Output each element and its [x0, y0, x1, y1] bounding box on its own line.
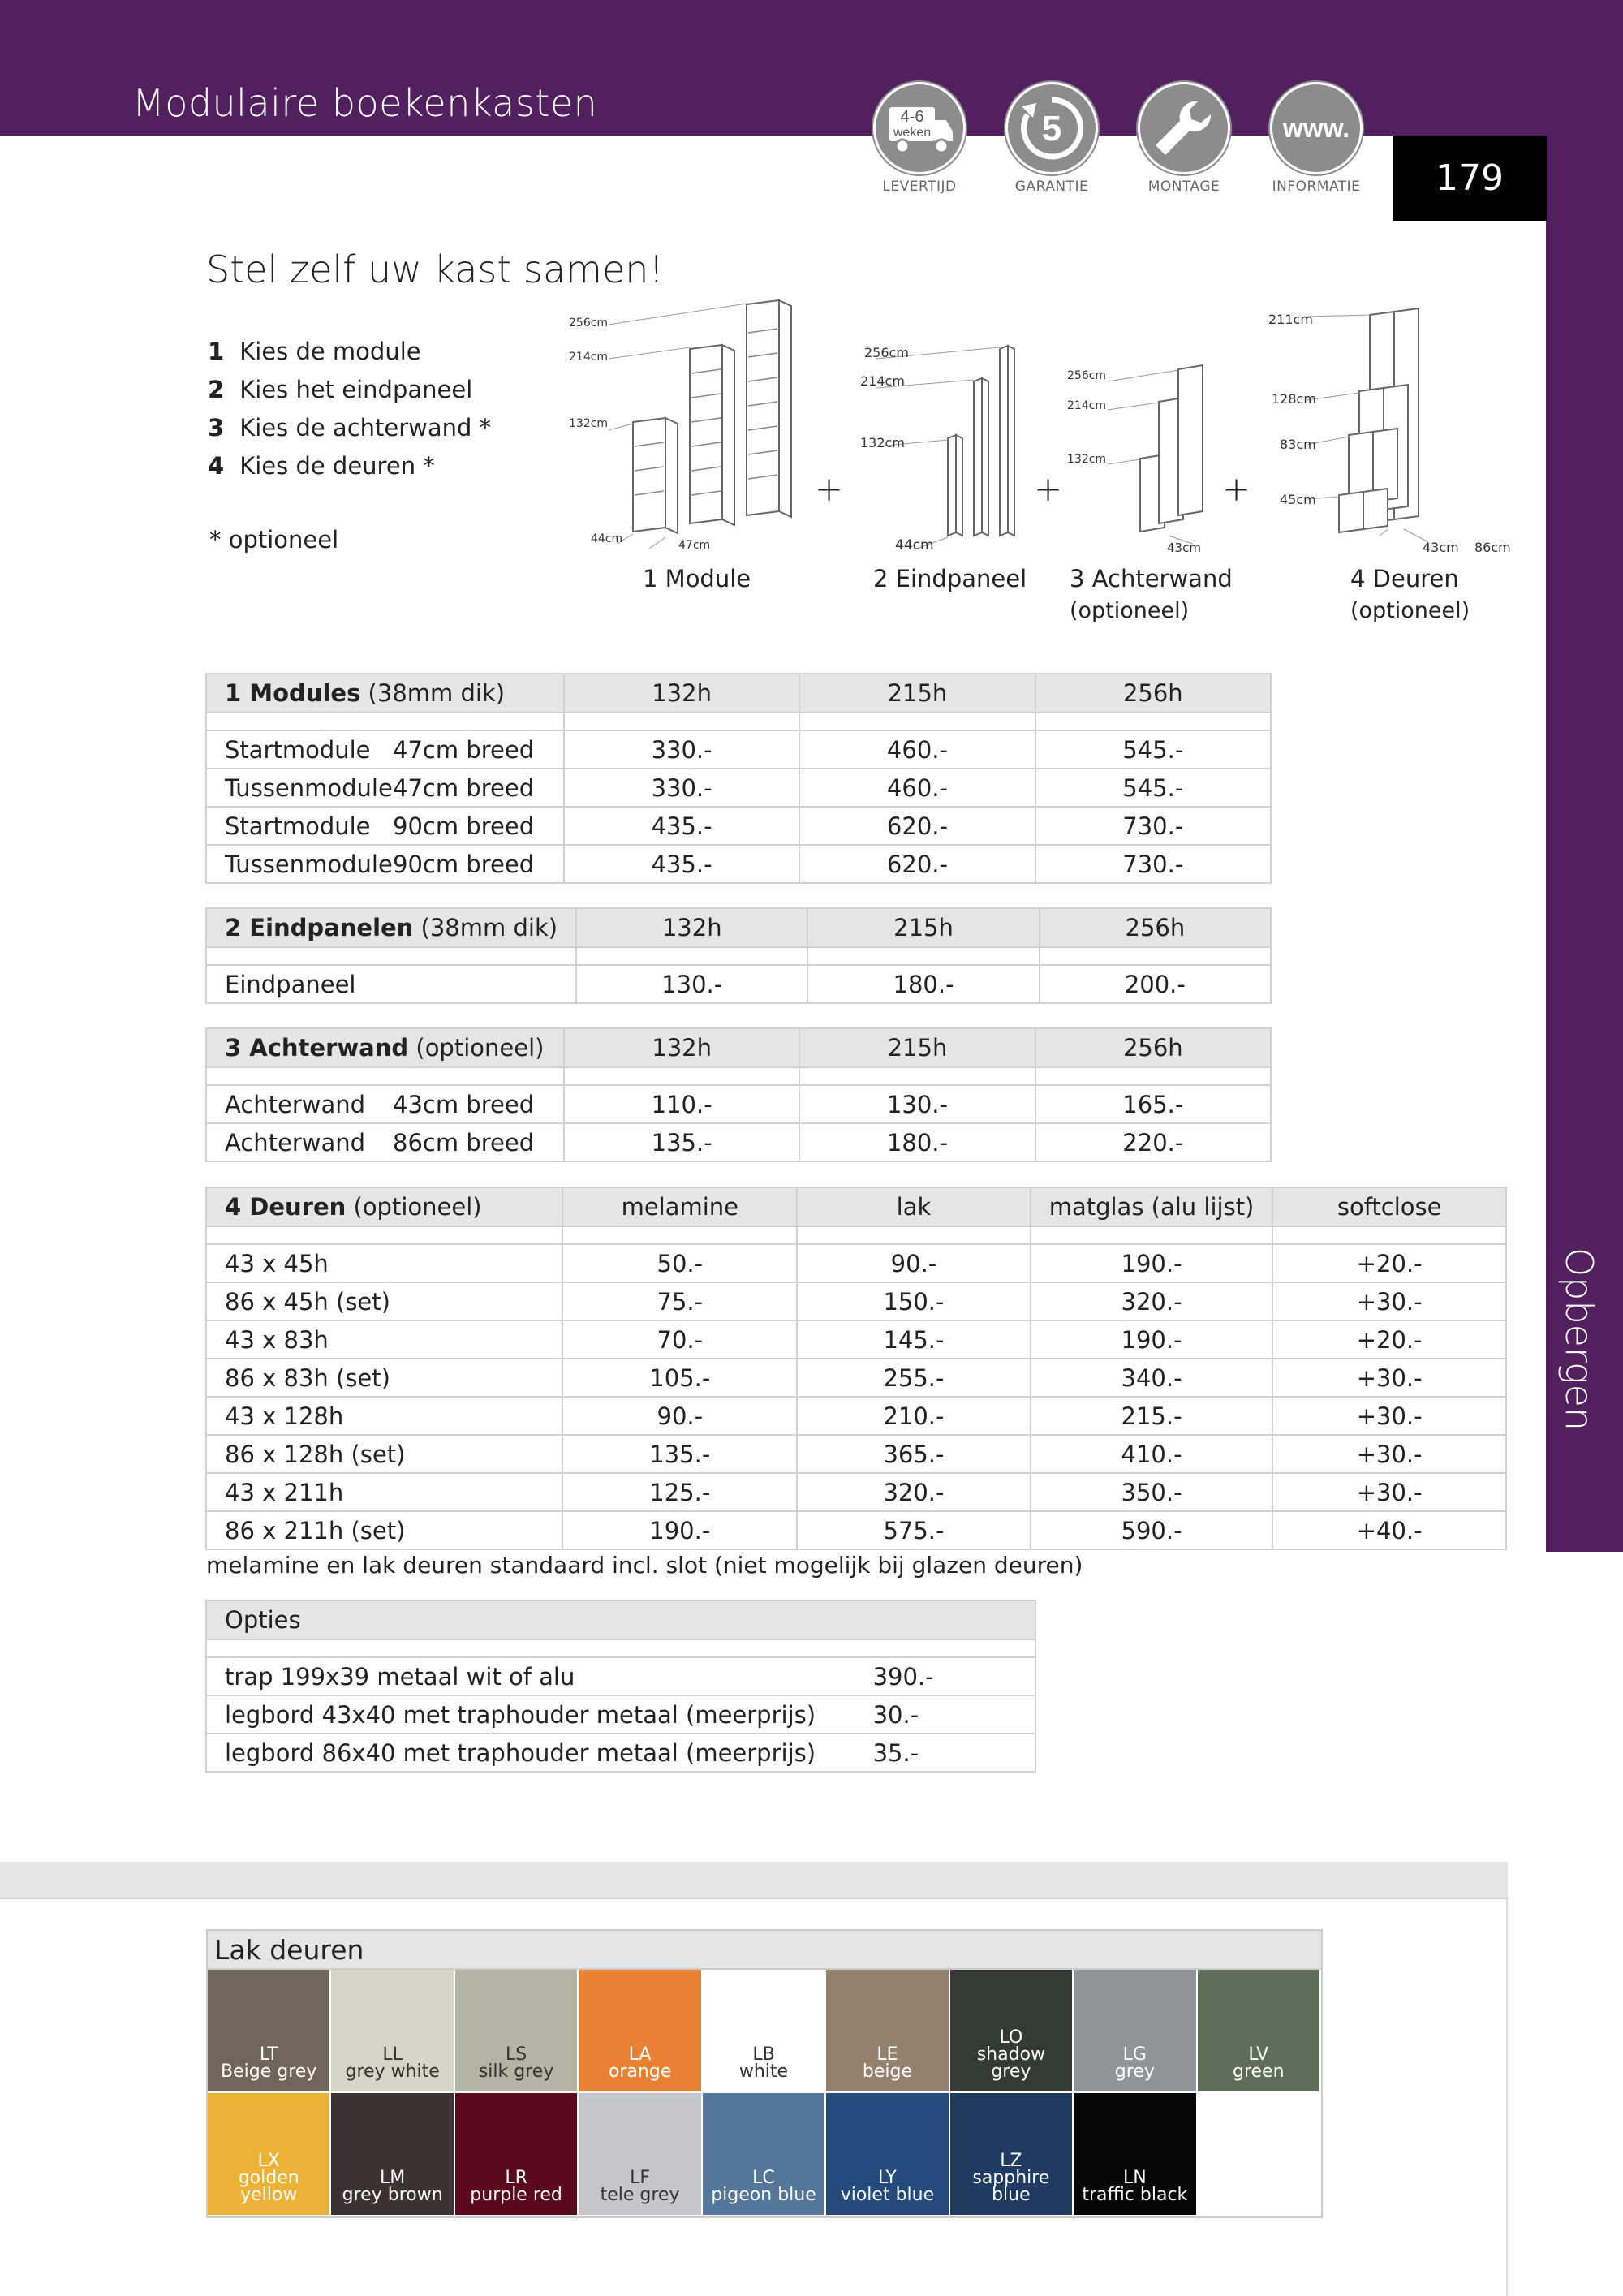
table-row	[206, 1359, 1506, 1397]
color-swatch-lo	[950, 1970, 1074, 2093]
dim-label: 44cm	[591, 532, 623, 545]
row-width: 90cm breed	[393, 850, 535, 878]
table-row	[206, 1695, 1035, 1734]
dim-label: 83cm	[1280, 437, 1316, 452]
configuration-diagram	[568, 292, 1493, 560]
warranty-5-icon	[1005, 82, 1098, 174]
diagram-label-text: 4 Deuren	[1350, 565, 1459, 592]
price-cell: 135.-	[562, 1435, 797, 1473]
swatch-code: LY	[878, 2168, 897, 2188]
row-width: 47cm breed	[393, 773, 535, 802]
color-swatch-lm	[331, 2093, 454, 2216]
page-section-title: Modulaire boekenkasten	[132, 81, 598, 125]
table-row	[206, 807, 1271, 845]
step-number: 2	[208, 376, 225, 403]
color-swatch-lc	[703, 2093, 826, 2216]
dim-label: 132cm	[1067, 453, 1107, 466]
price-cell: +30.-	[1272, 1282, 1506, 1320]
dim-label: 132cm	[860, 435, 905, 450]
column-header: melamine	[562, 1187, 797, 1226]
table-header-row	[206, 908, 1271, 947]
table-row	[206, 730, 1271, 769]
dim-label: 211cm	[1268, 312, 1313, 327]
price-cell: 545.-	[1035, 730, 1271, 769]
color-swatch-lz	[950, 2093, 1074, 2216]
table-title-rest: (optioneel)	[346, 1193, 482, 1221]
swatch-name: silk grey	[478, 2061, 554, 2082]
swatch-code: LS	[505, 2044, 527, 2065]
row-label: 86 x 45h (set)	[206, 1282, 562, 1320]
table-title-rest: (38mm dik)	[360, 679, 506, 707]
table-row	[206, 965, 1271, 1003]
swatch-name: shadow grey	[976, 2044, 1046, 2082]
table-title-bold: 2 Eindpanelen	[225, 914, 414, 941]
table-title	[206, 1028, 564, 1067]
row-label: trap 199x39 metaal wit of alu	[206, 1657, 855, 1695]
price-cell: 330.-	[564, 769, 799, 807]
diagram-label-text: 2 Eindpaneel	[873, 565, 1027, 592]
wrench-icon	[1138, 82, 1230, 174]
price-cell: 620.-	[799, 807, 1035, 845]
price-cell: 135.-	[564, 1123, 799, 1161]
price-cell: 590.-	[1031, 1511, 1273, 1549]
step-list	[208, 333, 491, 485]
swatch-code: LL	[382, 2044, 403, 2065]
row-label	[206, 1123, 564, 1161]
table-row	[206, 1123, 1271, 1161]
row-label: 43 x 211h	[206, 1473, 562, 1511]
dim-label: 256cm	[569, 317, 609, 330]
step-number: 1	[208, 338, 225, 365]
price-cell: 70.-	[562, 1320, 797, 1359]
swatch-code: LB	[752, 2044, 775, 2065]
step-item	[208, 333, 491, 371]
section-right-border	[1506, 1899, 1508, 2296]
step-number: 3	[208, 414, 225, 442]
diagram-label-achterwand	[1070, 562, 1233, 627]
price-cell: 190.-	[1031, 1320, 1273, 1359]
column-header: matglas (alu lijst)	[1031, 1187, 1273, 1226]
column-header: 215h	[799, 1028, 1035, 1067]
price-cell: 180.-	[807, 965, 1039, 1003]
price-cell: +30.-	[1272, 1473, 1506, 1511]
dim-label: 47cm	[678, 539, 711, 552]
price-cell: 220.-	[1035, 1123, 1271, 1161]
row-width: 90cm breed	[393, 812, 535, 840]
table-row	[206, 1435, 1506, 1473]
color-swatch-le	[826, 1970, 949, 2093]
color-swatch-ls	[455, 1970, 579, 2093]
price-cell: 130.-	[576, 965, 807, 1003]
diagram-label-sub: (optioneel)	[1070, 598, 1190, 623]
price-cell: 105.-	[562, 1359, 797, 1397]
row-label: legbord 43x40 met traphouder metaal (meerprijs)	[206, 1695, 855, 1734]
column-header: 132h	[564, 674, 799, 713]
row-label	[206, 769, 564, 807]
price-cell: 390.-	[855, 1657, 1035, 1695]
informatie-label: INFORMATIE	[1272, 179, 1361, 195]
diagram-label-deuren	[1350, 562, 1470, 627]
price-cell: 460.-	[799, 730, 1035, 769]
diagram-label-sub: (optioneel)	[1350, 598, 1470, 623]
price-cell: 200.-	[1040, 965, 1271, 1003]
swatch-name: Beige grey	[221, 2061, 317, 2082]
color-swatch-lr	[455, 2093, 579, 2216]
row-label	[206, 845, 564, 883]
price-cell: 410.-	[1031, 1435, 1273, 1473]
swatch-code: LN	[1122, 2168, 1147, 2188]
achterwand-price-table	[205, 1027, 1272, 1162]
price-cell: 150.-	[797, 1282, 1030, 1320]
table-row	[206, 769, 1271, 807]
table-row	[206, 1397, 1506, 1435]
price-cell: +30.-	[1272, 1359, 1506, 1397]
color-swatch-lf	[579, 2093, 702, 2216]
swatch-name: grey	[1114, 2061, 1155, 2082]
row-label	[206, 807, 564, 845]
dim-label: 128cm	[1272, 391, 1316, 407]
swatch-code: LO	[999, 2027, 1023, 2048]
table-row	[206, 1244, 1506, 1282]
swatch-name: purple red	[470, 2185, 562, 2205]
price-cell: +40.-	[1272, 1511, 1506, 1549]
swatch-name: white	[738, 2061, 789, 2082]
dim-label: 214cm	[569, 351, 609, 364]
price-cell: 110.-	[564, 1085, 799, 1123]
plus-sign: +	[1222, 469, 1251, 509]
row-name: Tussenmodule	[225, 850, 393, 878]
price-cell: 320.-	[797, 1473, 1030, 1511]
price-cell: 460.-	[799, 769, 1035, 807]
svg-text:weken: weken	[893, 126, 932, 140]
price-cell: 320.-	[1031, 1282, 1273, 1320]
deuren-drawing	[1339, 308, 1419, 532]
diagram-label-eindpaneel	[873, 562, 1027, 595]
swatch-name: sapphire blue	[972, 2168, 1050, 2205]
swatch-name: grey white	[345, 2061, 440, 2082]
opties-price-table	[205, 1600, 1036, 1773]
price-cell: +20.-	[1272, 1320, 1506, 1359]
module-drawing	[633, 300, 791, 533]
eindpaneel-drawing	[948, 346, 1014, 536]
swatch-name: beige	[862, 2061, 912, 2082]
price-cell: 30.-	[855, 1695, 1035, 1734]
deuren-note: melamine en lak deuren standaard incl. slot (niet mogelijk bij glazen deuren)	[206, 1552, 1083, 1579]
dim-label: 214cm	[860, 373, 905, 389]
price-cell: 190.-	[1031, 1244, 1273, 1282]
table-row	[206, 1511, 1506, 1549]
table-title-bold: 3 Achterwand	[225, 1034, 409, 1062]
table-title-bold: 1 Modules	[225, 679, 361, 707]
price-cell: 350.-	[1031, 1473, 1273, 1511]
column-header: 256h	[1040, 908, 1271, 947]
swatch-name: traffic black	[1082, 2185, 1188, 2205]
diagram-label-text: 1 Module	[643, 565, 751, 592]
table-row	[206, 1734, 1035, 1772]
price-cell: 90.-	[562, 1397, 797, 1435]
column-header: 256h	[1035, 674, 1271, 713]
step-item	[208, 447, 491, 485]
montage-label: MONTAGE	[1147, 179, 1220, 195]
column-header: 132h	[564, 1028, 799, 1067]
price-cell: 145.-	[797, 1320, 1030, 1359]
price-cell: 165.-	[1035, 1085, 1271, 1123]
row-label: 86 x 211h (set)	[206, 1511, 562, 1549]
row-label: 43 x 83h	[206, 1320, 562, 1359]
price-cell: 125.-	[562, 1473, 797, 1511]
modules-price-table	[205, 673, 1272, 884]
diagram-label-module	[643, 562, 751, 595]
price-cell: 340.-	[1031, 1359, 1273, 1397]
swatch-name: grey brown	[342, 2185, 443, 2205]
step-number: 4	[208, 452, 225, 480]
color-swatch-lv	[1198, 1970, 1321, 2093]
table-row	[206, 1320, 1506, 1359]
price-cell: 575.-	[797, 1511, 1030, 1549]
table-row	[206, 845, 1271, 883]
swatch-code: LM	[380, 2168, 406, 2188]
table-row	[206, 1473, 1506, 1511]
empty-swatch	[1198, 2093, 1321, 2216]
row-label	[206, 730, 564, 769]
table-title	[206, 908, 576, 947]
table-title-rest: (38mm dik)	[413, 914, 558, 941]
swatch-name: tele grey	[600, 2185, 680, 2205]
row-label	[206, 1085, 564, 1123]
table-row	[206, 1657, 1035, 1695]
swatch-code: LG	[1122, 2044, 1147, 2065]
column-header: 256h	[1035, 1028, 1271, 1067]
page-heading: Stel zelf uw kast samen!	[206, 248, 664, 291]
swatch-name: pigeon blue	[711, 2185, 816, 2205]
swatch-panel-title: Lak deuren	[208, 1931, 1321, 1970]
garantie-label: GARANTIE	[1014, 179, 1089, 195]
price-cell: 730.-	[1035, 845, 1271, 883]
plus-sign: +	[815, 469, 844, 509]
row-label: 43 x 128h	[206, 1397, 562, 1435]
price-cell: 365.-	[797, 1435, 1030, 1473]
column-header: 215h	[799, 674, 1035, 713]
dim-label: 256cm	[864, 345, 909, 360]
row-label: Eindpaneel	[206, 965, 576, 1003]
levertijd-label: LEVERTIJD	[882, 179, 957, 195]
table-header-row	[206, 674, 1271, 713]
price-cell: 210.-	[797, 1397, 1030, 1435]
table-title	[206, 1187, 562, 1226]
row-name: Achterwand	[225, 1090, 366, 1118]
row-name: Achterwand	[225, 1128, 366, 1157]
table-title-rest: (optioneel)	[408, 1034, 545, 1062]
dim-label: 44cm	[895, 537, 934, 554]
swatch-code: LV	[1248, 2044, 1269, 2065]
dim-label: 132cm	[569, 417, 609, 430]
table-title-bold: 4 Deuren	[225, 1193, 347, 1221]
color-swatch-lt	[208, 1970, 331, 2093]
dim-label: 86cm	[1474, 540, 1511, 555]
color-swatch-la	[579, 1970, 702, 2093]
step-text: Kies de achterwand *	[239, 414, 492, 442]
price-cell: 215.-	[1031, 1397, 1273, 1435]
dim-label: 43cm	[1167, 541, 1201, 555]
swatch-code: LF	[630, 2168, 650, 2188]
table-title: Opties	[206, 1600, 1035, 1639]
price-cell: 255.-	[797, 1359, 1030, 1397]
svg-text:4-6: 4-6	[900, 108, 924, 126]
eindpanelen-price-table	[205, 907, 1272, 1004]
achterwand-drawing	[1140, 365, 1203, 532]
color-swatch-ly	[826, 2093, 949, 2216]
table-title	[206, 674, 564, 713]
price-cell: 435.-	[564, 807, 799, 845]
step-item	[208, 371, 491, 409]
price-cell: 180.-	[799, 1123, 1035, 1161]
color-swatch-lg	[1074, 1970, 1197, 2093]
column-header: lak	[797, 1187, 1030, 1226]
price-cell: 620.-	[799, 845, 1035, 883]
column-header: softclose	[1272, 1187, 1506, 1226]
plus-sign: +	[1034, 469, 1063, 509]
price-cell: 50.-	[562, 1244, 797, 1282]
swatch-code: LZ	[1000, 2151, 1022, 2171]
swatch-code: LR	[505, 2168, 527, 2188]
table-row	[206, 1085, 1271, 1123]
price-cell: 190.-	[562, 1511, 797, 1549]
dim-label: 214cm	[1067, 399, 1107, 412]
table-header-row	[206, 1028, 1271, 1067]
step-text: Kies de module	[239, 338, 421, 365]
row-label: legbord 86x40 met traphouder metaal (meerprijs)	[206, 1734, 855, 1772]
row-label: 86 x 128h (set)	[206, 1435, 562, 1473]
step-text: Kies het eindpaneel	[239, 376, 473, 403]
row-name: Startmodule	[225, 735, 371, 764]
lak-deuren-swatch-panel	[206, 1929, 1323, 2218]
row-width: 86cm breed	[393, 1128, 535, 1157]
price-cell: 130.-	[799, 1085, 1035, 1123]
www-icon	[1270, 82, 1363, 174]
swatch-name: green	[1232, 2061, 1285, 2082]
row-name: Startmodule	[225, 812, 371, 840]
www-icon-text: www.	[1282, 113, 1350, 143]
dim-label: 256cm	[1067, 369, 1107, 382]
svg-text:5: 5	[1041, 109, 1062, 149]
swatch-code: LT	[259, 2044, 278, 2065]
side-tab-label: Opbergen	[1557, 1247, 1601, 1432]
table-header-row	[206, 1187, 1506, 1226]
swatch-code: LC	[752, 2168, 775, 2188]
step-item	[208, 409, 491, 447]
swatch-code: LE	[876, 2044, 898, 2065]
price-cell: 330.-	[564, 730, 799, 769]
column-header: 215h	[807, 908, 1039, 947]
price-cell: 75.-	[562, 1282, 797, 1320]
column-header: 132h	[576, 908, 807, 947]
step-text: Kies de deuren *	[239, 452, 435, 480]
row-label: 43 x 45h	[206, 1244, 562, 1282]
optional-footnote: * optioneel	[209, 526, 339, 554]
section-divider-band	[0, 1862, 1508, 1899]
price-cell: +20.-	[1272, 1244, 1506, 1282]
color-swatch-ln	[1074, 2093, 1197, 2216]
swatch-grid	[208, 1970, 1321, 2216]
delivery-truck-icon	[873, 82, 966, 174]
color-swatch-lb	[703, 1970, 826, 2093]
row-label: 86 x 83h (set)	[206, 1359, 562, 1397]
table-row	[206, 1282, 1506, 1320]
swatch-code: LX	[257, 2151, 280, 2171]
price-cell: 435.-	[564, 845, 799, 883]
color-swatch-lx	[208, 2093, 331, 2216]
row-width: 43cm breed	[393, 1090, 535, 1118]
price-cell: 730.-	[1035, 807, 1271, 845]
row-name: Tussenmodule	[225, 773, 393, 802]
deuren-price-table	[205, 1187, 1507, 1550]
table-header-row	[206, 1600, 1035, 1639]
price-cell: +30.-	[1272, 1397, 1506, 1435]
dim-label: 45cm	[1280, 492, 1316, 507]
swatch-name: golden yellow	[238, 2168, 299, 2205]
row-width: 47cm breed	[393, 735, 535, 764]
diagram-label-text: 3 Achterwand	[1070, 565, 1233, 592]
price-cell: 545.-	[1035, 769, 1271, 807]
page-number: 179	[1393, 136, 1547, 221]
price-cell: +30.-	[1272, 1435, 1506, 1473]
swatch-name: orange	[608, 2061, 672, 2082]
price-cell: 90.-	[797, 1244, 1030, 1282]
swatch-code: LA	[628, 2044, 652, 2065]
price-cell: 35.-	[855, 1734, 1035, 1772]
swatch-name: violet blue	[840, 2185, 935, 2205]
color-swatch-ll	[331, 1970, 454, 2093]
dim-label: 43cm	[1423, 540, 1459, 555]
